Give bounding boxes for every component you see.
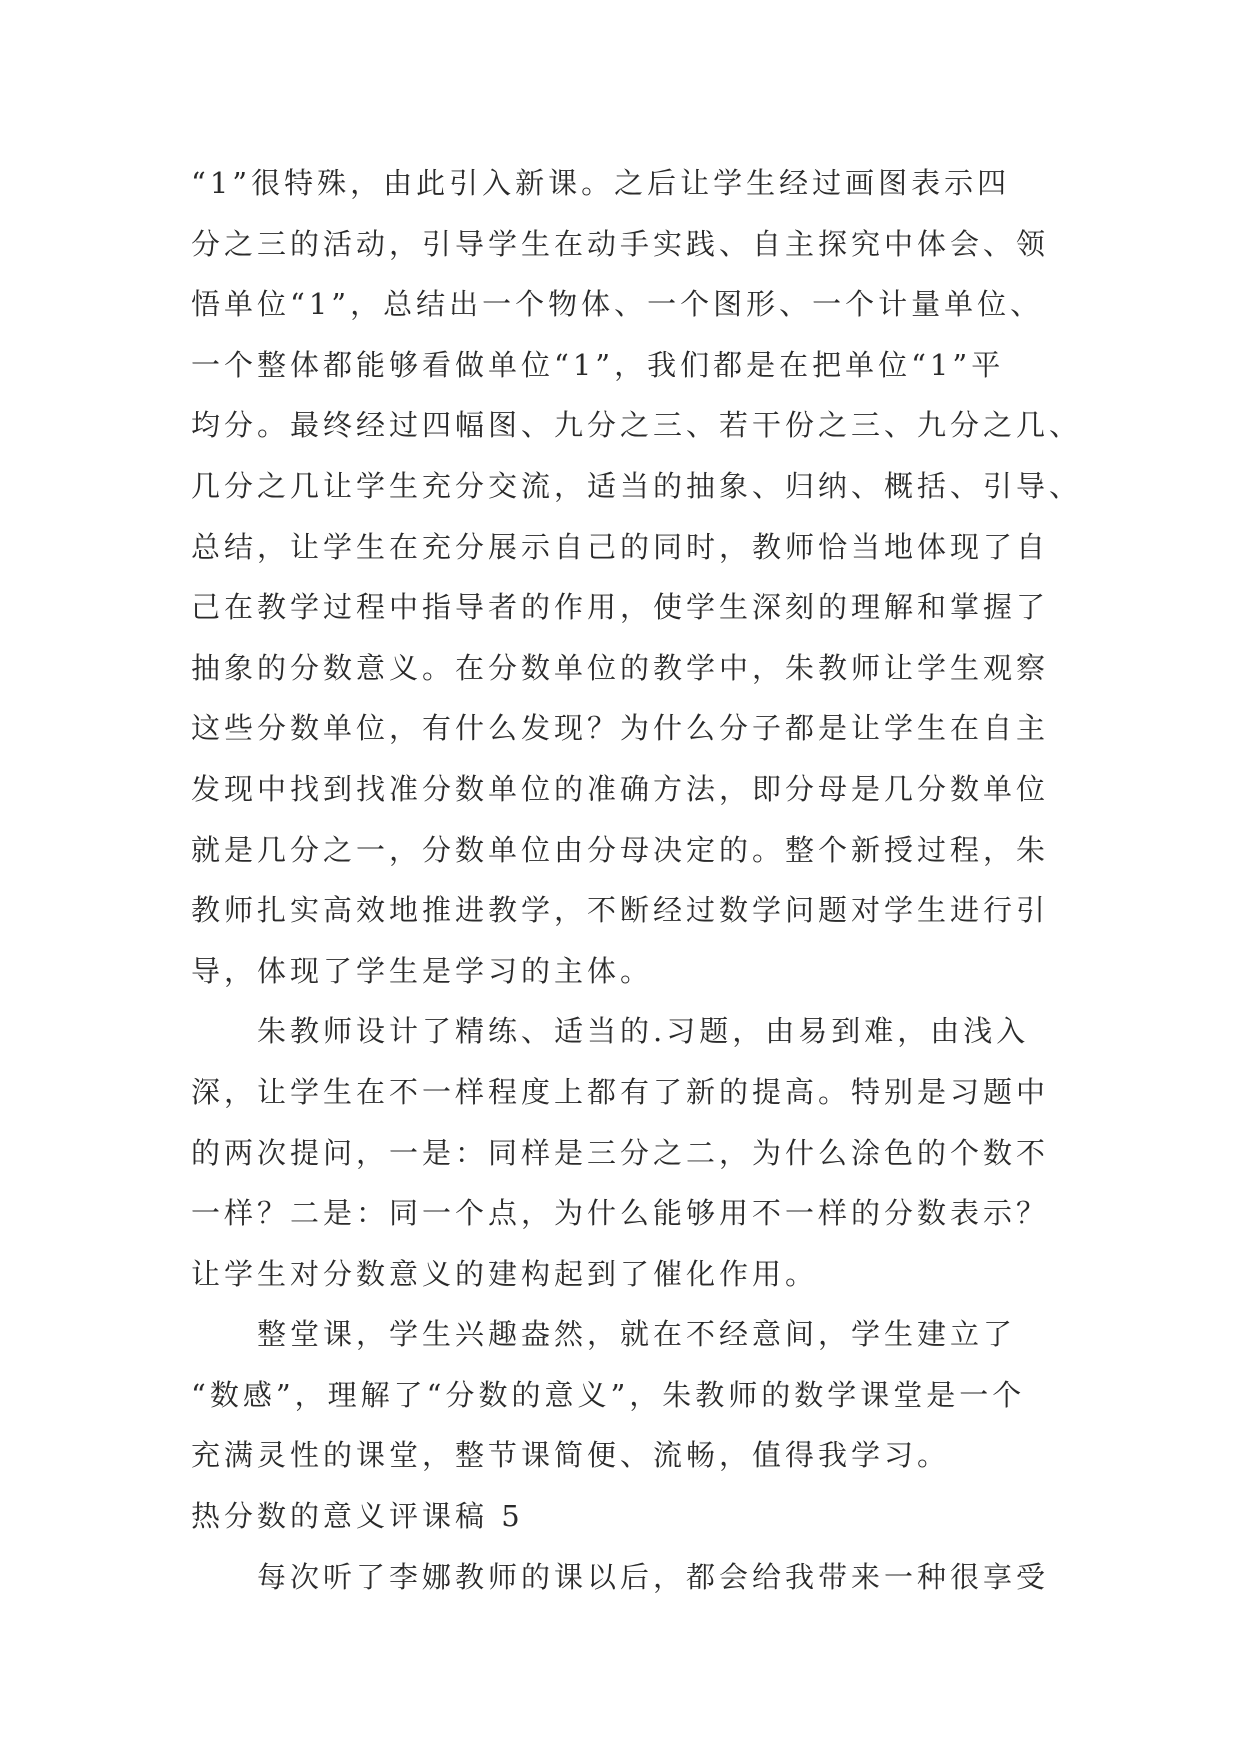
text-line: 充满灵性的课堂，整节课简便、流畅，值得我学习。 xyxy=(191,1438,951,1473)
text-line: 悟单位“1”，总结出一个物体、一个图形、一个计量单位、 xyxy=(191,287,1044,322)
document-body xyxy=(191,153,1083,1607)
text-line: 一个整体都能够看做单位“1”，我们都是在把单位“1”平 xyxy=(191,347,1005,382)
text-line: 几分之几让学生充分交流，适当的抽象、归纳、概括、引导、 xyxy=(191,468,1083,503)
text-line: 抽象的分数意义。在分数单位的教学中，朱教师让学生观察 xyxy=(191,650,1050,685)
text-line: “数感”，理解了“分数的意义”，朱教师的数学课堂是一个 xyxy=(191,1377,1026,1412)
text-line: 分之三的活动，引导学生在动手实践、自主探究中体会、领 xyxy=(191,226,1050,261)
text-line: 这些分数单位，有什么发现？为什么分子都是让学生在自主 xyxy=(191,711,1050,746)
text-line: 发现中找到找准分数单位的准确方法，即分母是几分数单位 xyxy=(191,771,1050,806)
paragraph-first-line: 整堂课，学生兴趣盎然，就在不经意间，学生建立了 xyxy=(257,1317,1017,1352)
text-line: 教师扎实高效地推进教学，不断经过数学问题对学生进行引 xyxy=(191,893,1050,928)
text-line: “1”很特殊，由此引入新课。之后让学生经过画图表示四 xyxy=(191,166,1011,200)
text-line: 总结，让学生在充分展示自己的同时，教师恰当地体现了自 xyxy=(191,529,1050,564)
text-line: 己在教学过程中指导者的作用，使学生深刻的理解和掌握了 xyxy=(191,590,1050,625)
paragraph-first-line: 每次听了李娜教师的课以后，都会给我带来一种很享受 xyxy=(257,1559,1050,1594)
text-line: 一样？二是：同一个点，为什么能够用不一样的分数表示？ xyxy=(191,1196,1050,1231)
text-line: 的两次提问，一是：同样是三分之二，为什么涂色的个数不 xyxy=(191,1135,1050,1170)
text-line: 导，体现了学生是学习的主体。 xyxy=(191,953,654,988)
text-line: 深，让学生在不一样程度上都有了新的提高。特别是习题中 xyxy=(191,1074,1050,1109)
text-line: 均分。最终经过四幅图、九分之三、若干份之三、九分之几、 xyxy=(191,408,1083,443)
text-line: 让学生对分数意义的建构起到了催化作用。 xyxy=(191,1256,819,1291)
section-heading: 热分数的意义评课稿 5 xyxy=(191,1499,524,1534)
paragraph-first-line: 朱教师设计了精练、适当的.习题，由易到难，由浅入 xyxy=(257,1014,1030,1049)
text-line: 就是几分之一，分数单位由分母决定的。整个新授过程，朱 xyxy=(191,832,1050,867)
